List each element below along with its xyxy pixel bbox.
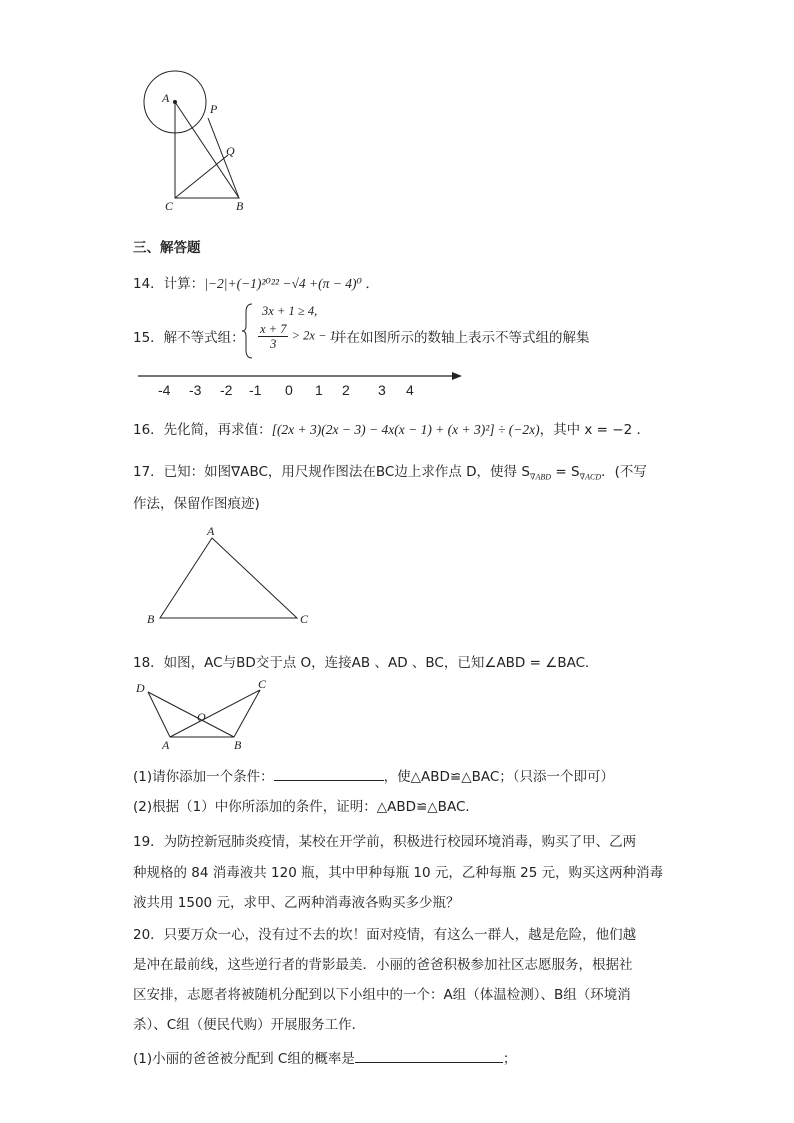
answer-blank[interactable] [355,1050,503,1063]
label-c: C [300,612,309,626]
question-17-line-2: 作法，保留作图痕迹) [133,496,260,512]
question-19-line-2: 种规格的 84 消毒液共 120 瓶，其中甲种每瓶 10 元，乙种每瓶 25 元，购买这两种消毒 [133,865,664,881]
question-20-line-3: 区安排，志愿者将被随机分配到以下小组中的一个：A组（体温检测）、B组（环境消 [133,987,631,1003]
tick-label: 4 [406,382,414,398]
question-20-line-2: 是冲在最前线，这些逆行者的背影最美．小丽的爸爸积极参加社区志愿服务，根据社 [133,957,633,973]
tick-label: -4 [158,382,171,398]
question-19-line-1: 19．为防控新冠肺炎疫情，某校在开学前，积极进行校园环境消毒，购买了甲、乙两 [133,834,637,850]
question-14: 14．计算：|−2|+(−1)²⁰²² −√4 +(π − 4)⁰ ． [133,276,379,292]
tick-label: 1 [315,382,323,398]
label-b: B [147,612,155,626]
tick-label: -3 [189,382,202,398]
triangle-abc-figure [140,522,320,630]
label-d: D [136,681,145,695]
answer-blank[interactable] [274,768,384,781]
label-p: P [210,102,218,116]
label-o: O [197,710,206,724]
label-b: B [234,738,242,752]
section-title: 三、解答题 [133,240,201,256]
tick-label: 2 [342,382,350,398]
tick-label: -1 [249,382,262,398]
label-a: A [162,91,170,105]
label-c: C [165,199,174,213]
question-20-line-1: 20．只要万众一心，没有过不去的坎！面对疫情，有这么一群人，越是危险，他们越 [133,927,637,943]
label-q: Q [226,144,235,158]
question-15-label: 15．解不等式组： [133,330,245,346]
question-20-part-1: (1)小丽的爸爸被分配到 C组的概率是 ； [133,1051,517,1067]
tick-label: 3 [378,382,386,398]
question-16: 16．先化简，再求值：[(2x + 3)(2x − 3) − 4x(x − 1) + (x + 3)²] ÷ (−2x)，其中 x = −2 ． [133,422,650,438]
question-19-line-3: 液共用 1500 元，求甲、乙两种消毒液各购买多少瓶？ [133,895,460,911]
question-18-part-2: (2)根据（1）中你所添加的条件，证明：△ABD≌△BAC． [133,799,479,815]
question-18-stem: 18．如图，AC与BD交于点 O，连接AB 、AD 、BC，已知∠ABD = ∠BAC． [133,655,599,671]
q15-inequality-1: 3x + 1 ≥ 4, [262,304,318,318]
label-a: A [207,524,215,538]
crossed-triangles-figure [130,676,280,756]
label-c: C [258,677,267,691]
q14-expression: |−2|+(−1)²⁰²² −√4 +(π − 4)⁰ ． [204,276,379,291]
tick-label: -2 [220,382,233,398]
q15-inequality-2: $\frac{x + 7}{3}$ > 2x − 1, [260,322,340,351]
label-b: B [236,199,244,213]
tick-label: 0 [285,382,293,398]
number-line [138,364,468,398]
circle-figure [130,60,260,220]
q15-tail: 并在如图所示的数轴上表示不等式组的解集 [333,330,590,346]
label-a: A [162,738,170,752]
question-20-line-4: 杀）、C组（便民代购）开展服务工作． [133,1017,366,1033]
brace-icon [240,302,256,360]
arrow-icon [452,372,462,380]
question-17-line-1: 17．已知：如图∇ABC，用尺规作图法在BC边上求作点 D，使得 $S_{\nabla ABD} = S_{\nabla ACD}$．(不写 [133,464,647,482]
question-18-part-1: (1)请你添加一个条件： ，使△ABD≌△BAC；（只添一个即可） [133,769,615,785]
